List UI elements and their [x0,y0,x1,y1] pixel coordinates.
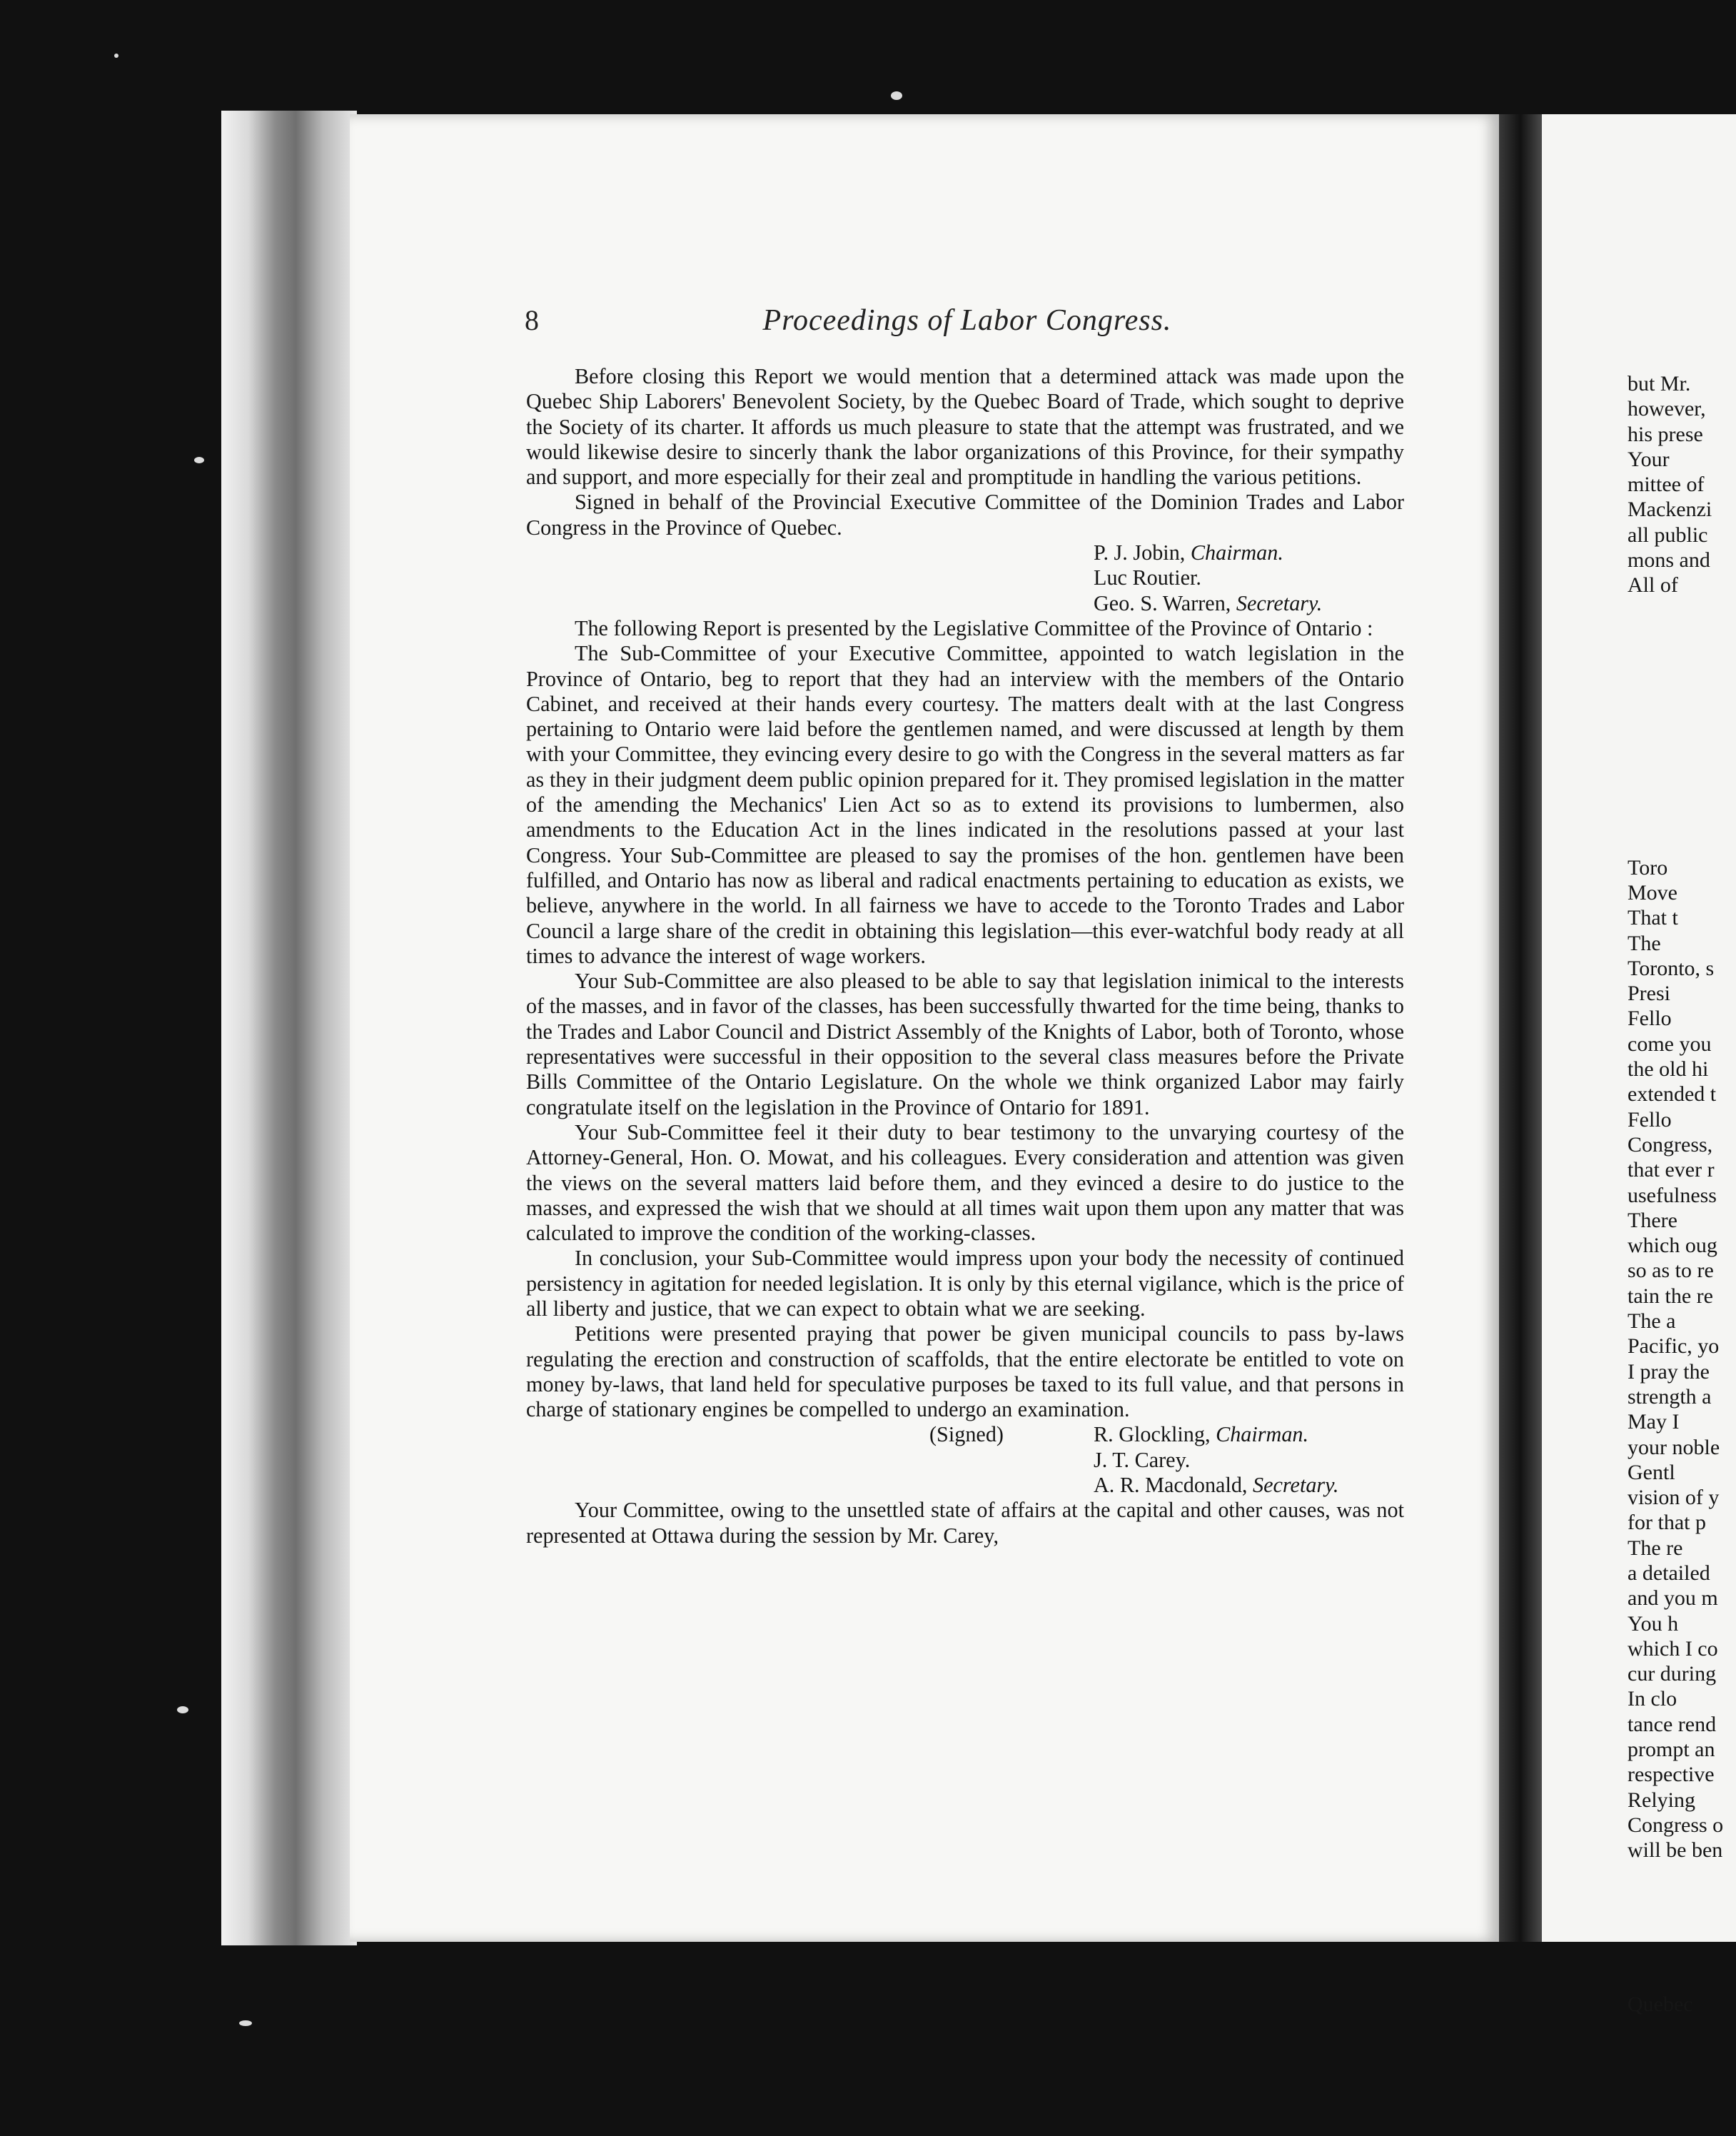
facing-page-line: Quebec [1628,1992,1693,2016]
page-title: Proceedings of Labor Congress. [762,304,1172,337]
facing-page-line: however, [1628,397,1706,421]
paragraph-testimony: Your Sub-Committee feel it their duty to bear testimony to the unvarying courtesy of the Attorney-General, Hon. O. Mowat, and his colleagues. Every consideration and attention was given the views on the several matters laid before them, and they evinced a desire to do justice to the masses, and expressed the wish that we should at all times wait upon them upon any matter that was calculated to improve the condition of the working-classes. [526,1119,1404,1246]
facing-page-line: which oug [1628,1234,1717,1258]
facing-page-line: and you m [1628,1586,1718,1611]
quebec-signature-1 [526,540,1404,565]
facing-page-line: vision of y [1628,1486,1720,1510]
signatory-role: Chairman. [1190,540,1283,565]
facing-page-line: Pacific, yo [1628,1334,1720,1359]
paragraph-ontario-report: The Sub-Committee of your Executive Committee, appointed to watch legislation in the Province of Ontario, beg to report that they had an interview with the members of the Ontario Cabinet, and received at their hands every courtesy. The matters dealt with at the last Congress pertaining to Ontario were laid before the gentlemen named, and were discussed at length by them with your Committee, they evincing every desire to go with the Congress in the several matters as far as they in their judgment deem public opinion prepared for it. They promised legislation in the matter of the amending the Mechanics' Lien Act so as to extend its provisions to lumbermen, also amendments to the Education Act in the lines indicated in the resolutions passed at your last Congress. Your Sub-Committee are pleased to say the promises of the hon. gentlemen have been fulfilled, and Ontario has now as liberal and radical enactments pertaining to education as exists, we believe, anywhere in the world. In all fairness we have to accede to the Toronto Trades and Labor Council a large share of the credit in obtaining this legislation—this ever-watchful body ready at all times to advance the interest of wage workers. [526,641,1404,968]
facing-page-line: Fello [1628,1107,1672,1132]
signatory-name: Geo. S. Warren, [1094,590,1231,615]
facing-page-line: There [1628,1208,1677,1232]
facing-page-line: that ever r [1628,1158,1715,1182]
paragraph-conclusion: In conclusion, your Sub-Committee would impress upon your body the necessity of continued persistency in agitation for needed legislation. It is only by this eternal vigilance, which is the price of all liberty and justice, that we can expect to obtain what we are seeking. [526,1246,1404,1321]
facing-page-line: the old hi [1628,1057,1709,1082]
facing-page-line: which I co [1628,1636,1718,1661]
signatory-name: Luc Routier. [1094,565,1201,590]
signed-label: (Signed) [929,1422,1004,1447]
facing-page-line: cur during [1628,1662,1717,1686]
facing-page-line: I pray the [1628,1359,1710,1384]
facing-page-line: a detailed [1628,1561,1710,1585]
facing-page-line: respective [1628,1763,1715,1787]
facing-page-line: his prese [1628,422,1703,446]
book-gutter [1499,114,1542,1942]
facing-page-line: Congress o [1628,1813,1724,1837]
quebec-signature-3 [526,591,1404,616]
signatory-role: Chairman. [1216,1422,1309,1447]
facing-page-line: but Mr. [1628,372,1691,396]
quebec-signature-2 [526,565,1404,590]
page-number: 8 [525,304,539,336]
left-page-body [526,364,1404,1548]
facing-page-line: for that p [1628,1511,1706,1535]
facing-page-line: Presi [1628,982,1670,1006]
paragraph-ontario-intro: The following Report is presented by the Legislative Committee of the Province of Ontario : [575,615,1373,640]
ontario-signature-1 [526,1422,1404,1447]
paragraph-legislation-thwarted: Your Sub-Committee are also pleased to be able to say that legislation inimical to the interests of the masses, and in favor of the classes, has been successfully thwarted for the time being, thanks to the Trades and Labor Council and District Assembly of the Knights of Labor, both of Toronto, whose representatives were successful in their opposition to the several class measures before the Private Bills Committee of the Ontario Legislature. On the whole we think organized Labor may fairly congratulate itself on the legislation in the Province of Ontario for 1891. [526,969,1404,1119]
ontario-signature-2 [526,1448,1404,1473]
facing-page-line: Move [1628,880,1677,905]
book-page-edges [221,111,357,1945]
facing-page-line: extended t [1628,1082,1717,1107]
facing-page-line: mittee of [1628,473,1705,497]
facing-page-line: All of [1628,573,1678,598]
paragraph-petitions: Petitions were presented praying that power be given municipal councils to pass by-laws regulating the erection and construction of scaffolds, that the entire electorate be entitled to vote on money by-laws, that land held for speculative purposes be taxed to its full value, and that persons in charge of stationary engines be compelled to undergo an examination. [526,1321,1404,1422]
facing-page-line: all public [1628,523,1708,547]
facing-page-line: Gentl [1628,1460,1675,1484]
facing-page-line: The a [1628,1309,1676,1334]
paragraph-quebec-attack: Before closing this Report we would mention that a determined attack was made upon the Quebec Ship Laborers' Benevolent Society, by the Quebec Board of Trade, which sought to deprive the Society of its charter. It affords us much pleasure to state that the attempt was frustrated, and we would likewise desire to sincerly thank the labor organizations of this Province, for their sympathy and support, and more especially for their zeal and promptitude in handling the various petitions. [526,364,1404,490]
facing-page-line: strength a [1628,1384,1712,1409]
facing-page-line: May I [1628,1410,1680,1434]
facing-page-text [1628,371,1736,2017]
signatory-name: A. R. Macdonald, [1094,1473,1248,1498]
signatory-name: J. T. Carey. [1094,1447,1191,1472]
facing-page-line: You h [1628,1611,1679,1636]
facing-page-line: In clo [1628,1687,1677,1711]
facing-page-line: That t [1628,906,1678,930]
facing-page-line: usefulness [1628,1183,1717,1207]
running-head [525,303,1410,343]
signatory-role: Secretary. [1236,590,1323,615]
facing-page-line: come you [1628,1032,1712,1056]
facing-page-line: The re [1628,1536,1683,1560]
facing-page-line: tance rend [1628,1712,1717,1736]
signatory-name: P. J. Jobin, [1094,540,1186,565]
ontario-signature-3 [526,1473,1404,1498]
facing-page-line: Your [1628,447,1670,471]
facing-page-line: so as to re [1628,1259,1714,1283]
facing-page-line: Relying [1628,1788,1695,1812]
facing-page-line: your noble [1628,1435,1720,1459]
facing-page-line: Toro [1628,855,1668,880]
paragraph-signed-behalf: Signed in behalf of the Provincial Executive Committee of the Dominion Trades and Labor Congress in the Province of Quebec. [526,490,1404,540]
signatory-name: R. Glockling, [1094,1422,1211,1447]
paragraph-ottawa: Your Committee, owing to the unsettled state of affairs at the capital and other causes, was not represented at Ottawa during the session by Mr. Carey, [526,1498,1404,1548]
facing-page-line: mons and [1628,548,1710,573]
facing-page-line: will be ben [1628,1838,1723,1863]
facing-page-line: prompt an [1628,1738,1715,1762]
facing-page-line: The [1628,931,1661,955]
facing-page-line: tain the re [1628,1284,1713,1308]
signatory-role: Secretary. [1253,1473,1339,1498]
facing-page-line: Toronto, s [1628,956,1715,980]
facing-page-line: Fello [1628,1007,1672,1031]
facing-page-line: Congress, [1628,1132,1713,1157]
facing-page-line: Mackenzi [1628,498,1712,522]
